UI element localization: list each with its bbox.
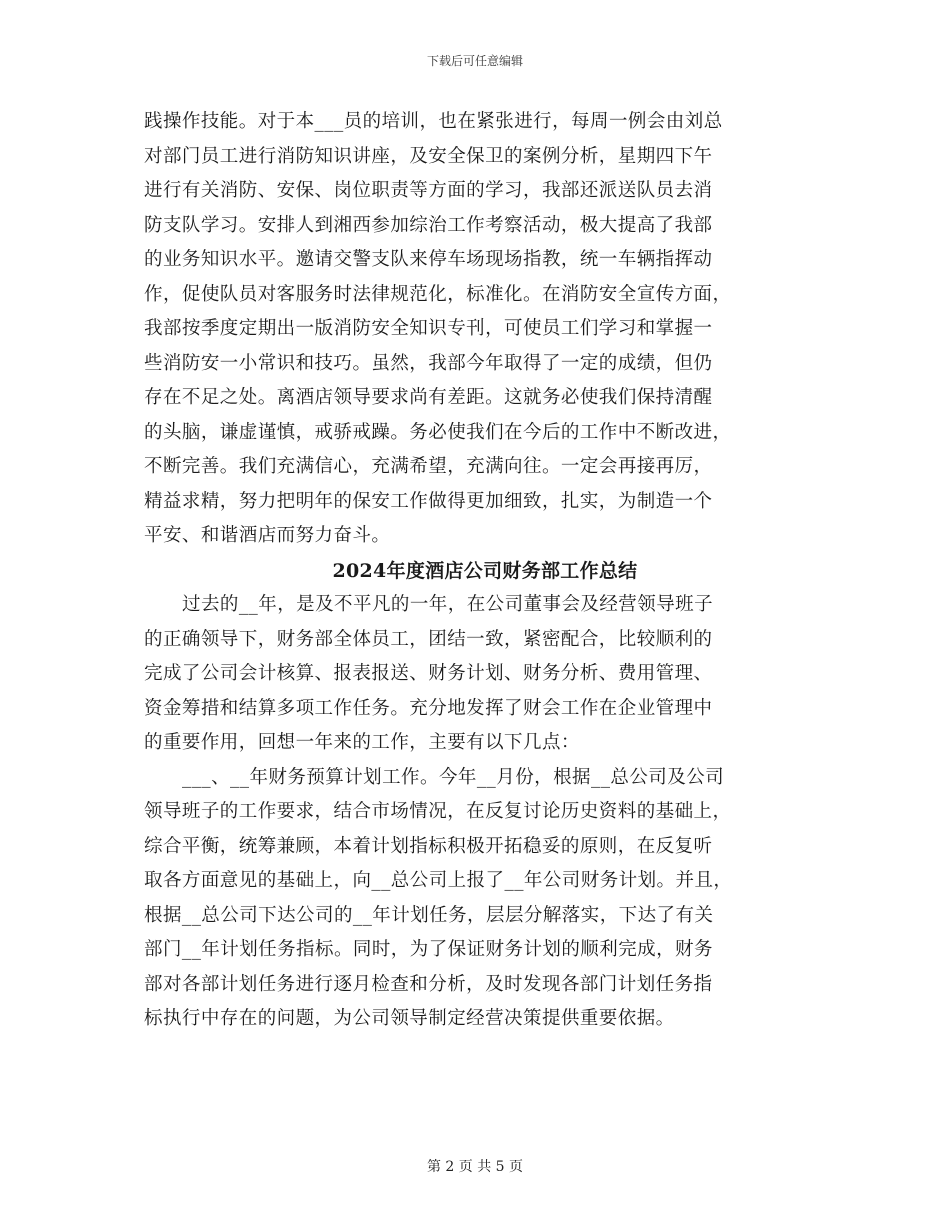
paragraph-budget [144,761,806,1037]
text-line: 部对各部计划任务进行逐月检查和分析，及时发现各部门计划任务指 [144,973,713,995]
text-line: 的正确领导下，财务部全体员工，团结一致，紧密配合，比较顺利的 [144,628,713,650]
text-line: 不断完善。我们充满信心，充满希望，充满向往。一定会再接再厉， [144,456,713,477]
text-line: 资金筹措和结算多项工作任务。充分地发挥了财会工作在企业管理中 [144,697,713,719]
text-line: 取各方面意见的基础上，向__总公司上报了__年公司财务计划。并且， [144,870,733,891]
text-line: 践操作技能。对于本___员的培训，也在紧张进行，每周一例会由刘总 [144,111,723,132]
text-line: 存在不足之处。离酒店领导要求尚有差距。这就务必使我们保持清醒 [144,387,713,408]
text-line: 的头脑，谦虚谨慎，戒骄戒躁。务必使我们在今后的工作中不断改进， [144,421,732,443]
paragraph-intro [144,588,806,761]
page-header: 下载后可任意编辑 [426,54,523,68]
document-body [144,105,806,1037]
section-continuation [144,105,806,554]
text-line: 防支队学习。安排人到湘西参加综治工作考察活动，极大提高了我部 [144,214,713,236]
text-line: 我部按季度定期出一版消防安全知识专刊，可使员工们学习和掌握一 [144,318,713,339]
page-number: 第 2 页 共 5 页 [426,1159,524,1175]
text-line: 对部门员工进行消防知识讲座，及安全保卫的案例分析，星期四下午 [144,145,713,167]
text-line: 领导班子的工作要求，结合市场情况，在反复讨论历史资料的基础上， [144,801,732,822]
text-line: 完成了公司会计核算、报表报送、财务计划、财务分析、费用管理、 [144,663,713,684]
text-line: 根据__总公司下达公司的__年计划任务，层层分解落实，下达了有关 [144,904,714,926]
text-line: 平安、和谐酒店而努力奋斗。 [144,525,391,546]
text-line: 精益求精，努力把明年的保安工作做得更加细致，扎实，为制造一个 [144,490,713,512]
text-line: 标执行中存在的问题，为公司领导制定经营决策提供重要依据。 [144,1008,675,1029]
text-line: 过去的__年，是及不平凡的一年，在公司董事会及经营领导班子 [182,594,714,615]
text-line: 的业务知识水平。邀请交警支队来停车场现场指教，统一车辆指挥动 [144,249,713,270]
text-line: 作，促使队员对客服务时法律规范化，标准化。在消防安全宣传方面， [144,283,732,305]
text-line: 部门__年计划任务指标。同时，为了保证财务计划的顺利完成，财务 [144,939,713,960]
section-title: 2024年度酒店公司财务部工作总结 [332,559,638,582]
text-line: 些消防安一小常识和技巧。虽然，我部今年取得了一定的成绩，但仍 [144,352,713,374]
text-line: ___、__年财务预算计划工作。今年__月份，根据__总公司及公司 [182,766,725,788]
text-line: 综合平衡，统筹兼顾，本着计划指标积极开拓稳妥的原则，在反复听 [144,835,713,857]
text-line: 的重要作用，回想一年来的工作，主要有以下几点： [144,732,580,753]
text-line: 进行有关消防、安保、岗位职责等方面的学习，我部还派送队员去消 [144,180,713,201]
